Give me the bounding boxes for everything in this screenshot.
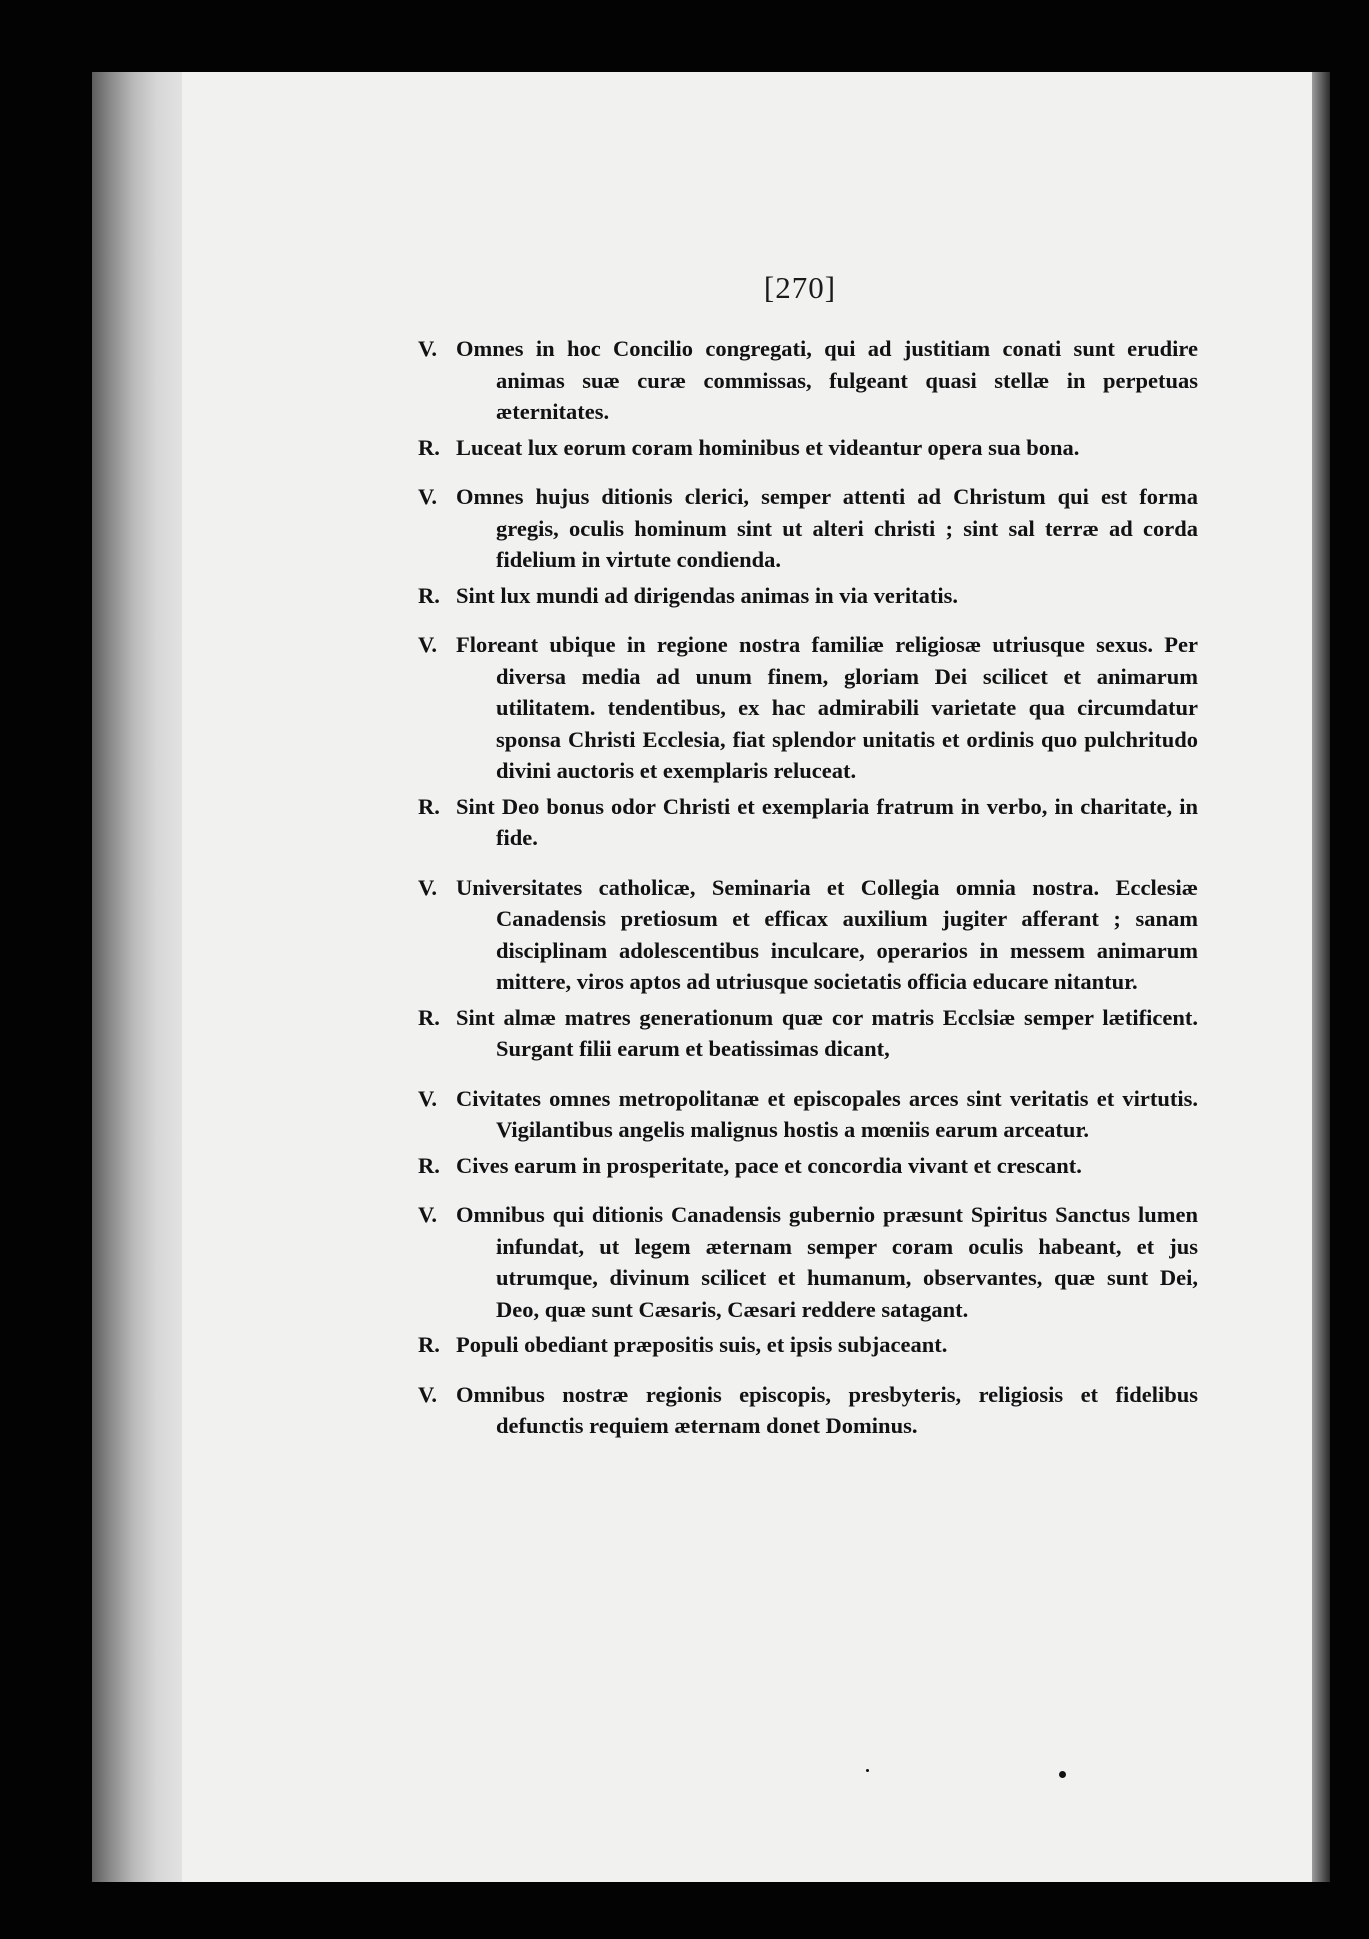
versicle-marker: V.: [418, 874, 437, 900]
response-6: [418, 1329, 1198, 1361]
response-marker: R.: [418, 1332, 440, 1357]
response-text: Sint almæ matres generationum quæ cor matris Ecclsiæ semper lætificent. Surgant filii earum et beatissimas dicant,: [456, 1004, 1198, 1061]
response-5: [418, 1150, 1198, 1182]
response-marker: R.: [418, 1004, 440, 1030]
versicle-text: Floreant ubique in regione nostra familiæ religiosæ utriusque sexus. Per diversa media ad unum finem, gloriam Dei scilicet et animarum utilitatem. tendentibus, ex hac admirabili varietate qua circumdatur sponsa Christi Ecclesia, fiat splendor unitatis et ordinis quo pulchritudo divini auctoris et exemplaris reluceat.: [456, 632, 1198, 783]
response-4: [418, 1002, 1198, 1065]
versicle-2: [418, 481, 1198, 576]
versicle-4: [418, 872, 1198, 998]
versicle-text: Universitates catholicæ, Seminaria et Collegia omnia nostra. Ecclesiæ Canadensis pretiosum et efficax auxilium jugiter afferant ; sanam disciplinam adolescentibus inculcare, operarios in messem animarum mittere, viros aptos ad utriusque societatis officia educare nitantur.: [456, 874, 1198, 994]
versicle-text: Omnes in hoc Concilio congregati, qui ad justitiam conati sunt erudire animas suæ curæ commissas, fulgeant quasi stellæ in perpetuas æternitates.: [456, 336, 1198, 424]
response-marker: R.: [418, 434, 440, 460]
response-1: [418, 432, 1198, 464]
response-text: Cives earum in prosperitate, pace et concordia vivant et crescant.: [456, 1152, 1082, 1178]
response-marker: R.: [418, 582, 440, 608]
response-marker: R.: [418, 1152, 440, 1178]
versicle-1: [418, 333, 1198, 428]
versicle-5: [418, 1083, 1198, 1146]
response-text: Populi obediant præpositis suis, et ipsis subjaceant.: [456, 1332, 948, 1357]
versicle-marker: V.: [418, 1381, 437, 1407]
versicle-3: [418, 629, 1198, 787]
versicle-marker: V.: [418, 632, 437, 657]
versicle-marker: V.: [418, 1085, 437, 1111]
versicle-6: [418, 1199, 1198, 1325]
response-3: [418, 791, 1198, 854]
litany-text: [418, 333, 1198, 1442]
ink-speck: [1059, 1771, 1066, 1778]
ink-speck: [866, 1769, 869, 1772]
versicle-marker: V.: [418, 1202, 437, 1227]
versicle-text: Civitates omnes metropolitanæ et episcopales arces sint veritatis et virtutis. Vigilantibus angelis malignus hostis a mœniis earum arceatur.: [456, 1085, 1198, 1142]
book-gutter: [92, 72, 184, 1882]
versicle-text: Omnibus qui ditionis Canadensis gubernio præsunt Spiritus Sanctus lumen infundat, ut legem æternam semper coram oculis habeant, et jus utrumque, divinum scilicet et humanum, observantes, quæ sunt Dei, Deo, quæ sunt Cæsaris, Cæsari reddere satagant.: [456, 1202, 1198, 1322]
versicle-7: [418, 1379, 1198, 1442]
response-text: Luceat lux eorum coram hominibus et videantur opera sua bona.: [456, 434, 1080, 460]
versicle-text: Omnibus nostræ regionis episcopis, presbyteris, religiosis et fidelibus defunctis requiem æternam donet Dominus.: [456, 1381, 1198, 1438]
response-2: [418, 580, 1198, 612]
versicle-marker: V.: [418, 484, 437, 509]
versicle-marker: V.: [418, 336, 437, 361]
page-number: [270]: [763, 270, 837, 305]
page-right-edge: [1312, 72, 1330, 1882]
response-text: Sint Deo bonus odor Christi et exemplaria fratrum in verbo, in charitate, in fide.: [456, 793, 1198, 850]
versicle-text: Omnes hujus ditionis clerici, semper attenti ad Christum qui est forma gregis, oculis hominum sint ut alteri christi ; sint sal terræ ad corda fidelium in virtute condienda.: [456, 484, 1198, 572]
response-marker: R.: [418, 793, 440, 819]
response-text: Sint lux mundi ad dirigendas animas in via veritatis.: [456, 582, 958, 608]
